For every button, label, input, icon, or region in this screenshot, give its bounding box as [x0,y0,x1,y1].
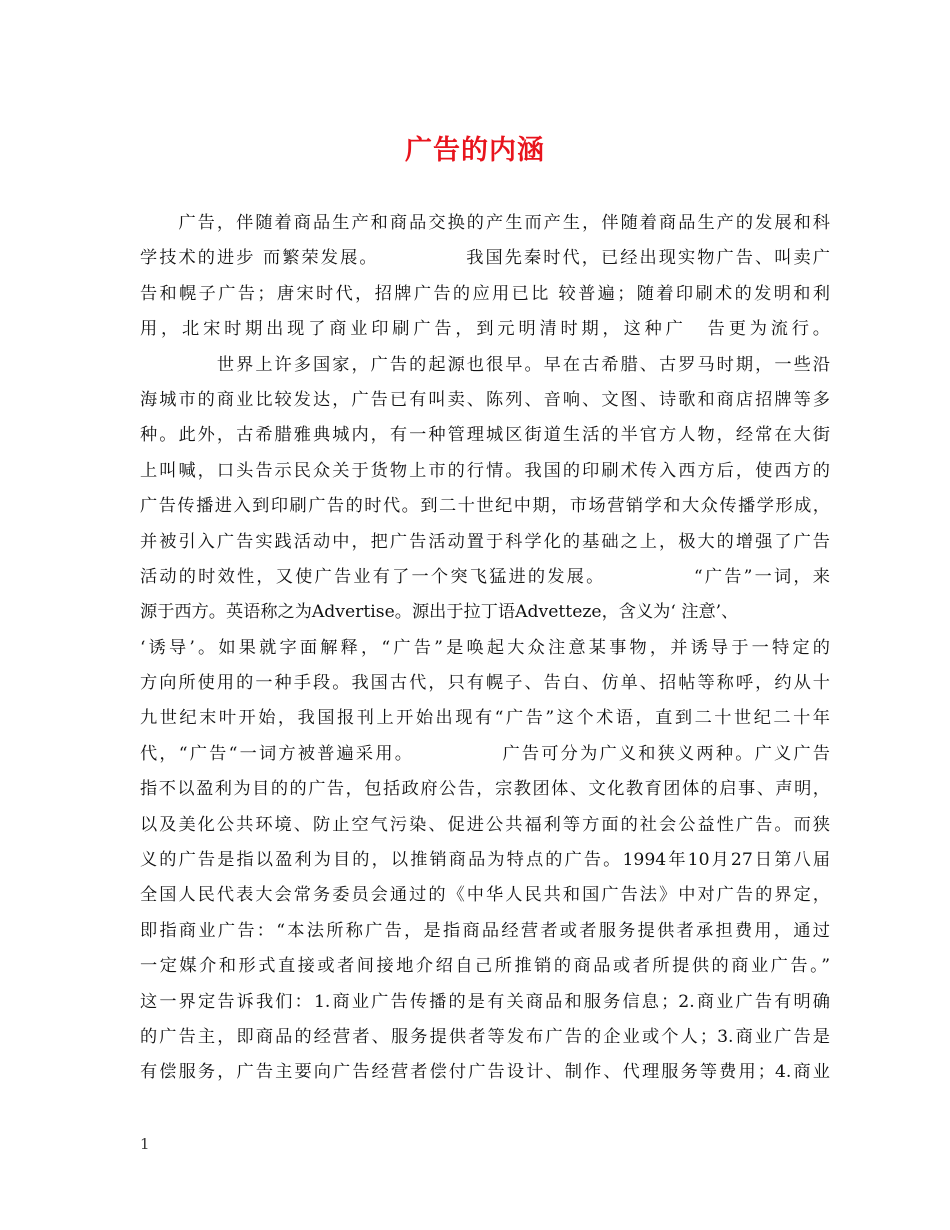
text-line: 指不以盈利为目的的广告，包括政府公告，宗教团体、文化教育团体的启事、声明， [140,779,830,800]
text-line: 告和幌子广告；唐宋时代，招牌广告的应用已比 较普遍；随着印刷术的发明和利 [140,283,830,304]
text-line: 以及美化公共环境、防止空气污染、促进公共福利等方面的社会公益性广告。而狭 [140,814,830,835]
text-line: 用，北宋时期出现了商业印刷广告，到元明清时期，这种广 告更为流行。 [140,319,830,340]
text-line: 九世纪末叶开始，我国报刊上开始出现有“广告”这个术语，直到二十世纪二十年 [140,708,830,729]
text-line: 全国人民代表大会常务委员会通过的《中华人民共和国广告法》中对广告的界定， [140,885,830,906]
text-line: 有偿服务，广告主要向广告经营者偿付广告设计、制作、代理服务等费用；4.商业 [140,1062,830,1083]
text-line: 即指商业广告：“本法所称广告，是指商品经营者或者服务提供者承担费用，通过 [140,920,830,941]
text-line: 一定媒介和形式直接或者间接地介绍自己所推销的商品或者所提供的商业广告。” [140,956,830,977]
text-line: 代，“广告“一词方被普遍采用。 广告可分为广义和狭义两种。广义广告 [140,743,830,764]
text-line: 并被引入广告实践活动中，把广告活动置于科学化的基础之上，极大的增强了广告 [140,531,830,552]
document-title: 广告的内涵 [405,135,545,166]
text-line: ‘诱导’。如果就字面解释，“广告”是唤起大众注意某事物，并诱导于一特定的 [140,637,830,658]
text-line: 学技术的进步 而繁荣发展。 我国先秦时代，已经出现实物广告、叫卖广 [140,248,830,269]
text-line: 的广告主，即商品的经营者、服务提供者等发布广告的企业或个人；3.商业广告是 [140,1026,830,1047]
text-line: 源于西方。英语称之为Advertise。源出于拉丁语Advetteze，含义为‘ 注意’、 [140,602,739,623]
text-line: 广告传播进入到印刷广告的时代。到二十世纪中期，市场营销学和大众传播学形成， [140,496,830,517]
page-number: 1 [140,1135,150,1153]
document-body [140,206,830,1091]
text-line: 活动的时效性，又使广告业有了一个突飞猛进的发展。 “广告”一词，来 [140,566,830,587]
text-line: 上叫喊，口头告示民众关于货物上市的行情。我国的印刷术传入西方后，使西方的 [140,460,830,481]
text-line: 这一界定告诉我们：1.商业广告传播的是有关商品和服务信息；2.商业广告有明确 [140,991,830,1012]
text-line: 海城市的商业比较发达，广告已有叫卖、陈列、音响、文图、诗歌和商店招牌等多 [140,389,830,410]
text-line: 世界上许多国家，广告的起源也很早。早在古希腊、古罗马时期，一些沿 [140,354,830,375]
text-line: 种。此外，古希腊雅典城内，有一种管理城区街道生活的半官方人物，经常在大街 [140,425,830,446]
text-line: 义的广告是指以盈利为目的，以推销商品为特点的广告。1994年10月27日第八届 [140,850,830,871]
text-line: 方向所使用的一种手段。我国古代，只有幌子、告白、仿单、招帖等称呼，约从十 [140,673,830,694]
text-line: 广告，伴随着商品生产和商品交换的产生而产生，伴随着商品生产的发展和科 [140,213,830,233]
